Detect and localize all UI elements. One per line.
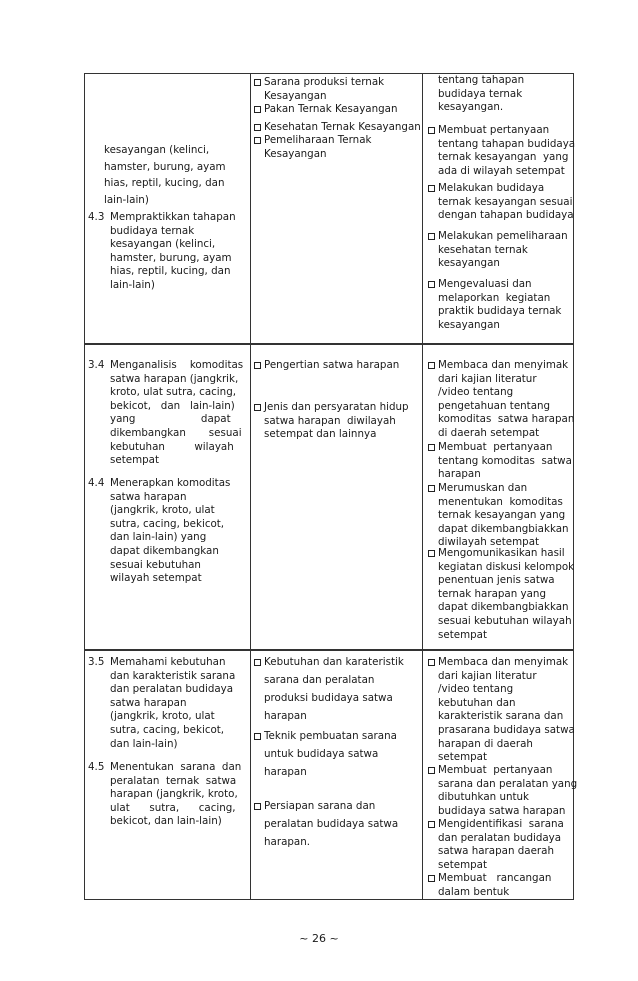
text-line: Kebutuhan dan karateristik [264,656,404,668]
text-line: dapat dikembangbiakkan [438,601,569,614]
square-bullet-icon [254,137,261,144]
text-line: Persiapan sarana dan [264,800,376,812]
text-line: hamster, burung, ayam [104,160,226,173]
text-line: Membuat rancangan [438,872,552,884]
text-line: Kesayangan [264,89,327,102]
square-bullet-icon [428,444,435,451]
text-line: budidaya satwa harapan [438,804,566,817]
text-line: dan karakteristik sarana [110,669,236,682]
text-line: produksi budidaya satwa [264,692,393,704]
text-line: dan lain-lain) [110,737,178,750]
text-line: sesuai kebutuhan wilayah [438,615,572,627]
text-line: sutra, cacing, bekicot, [110,724,225,736]
square-bullet-icon [428,485,435,492]
text-line: /video tentang [438,386,514,399]
text-line: Membuat pertanyaan [438,441,553,453]
text-line: untuk budidaya satwa [264,748,379,760]
text-line: wilayah setempat [110,572,202,585]
text-line: harapan [438,468,481,481]
text-line: setempat [438,628,487,641]
text-line: sutra, cacing, bekicot, [110,517,225,530]
text-line: Menentukan sarana dan [110,761,242,773]
square-bullet-icon [254,124,261,131]
text-line: melaporkan kegiatan [438,291,551,304]
square-bullet-icon [254,659,261,666]
text-line: yang dapat [110,413,231,426]
text-line: harapan di daerah [438,737,533,750]
text-line: Pengertian satwa harapan [264,359,400,371]
text-line: dapat dikembangkan [110,545,219,557]
text-line: ulat sutra, cacing, [110,801,236,814]
text-line: harapan. [264,836,311,848]
text-line: budidaya ternak [438,87,523,100]
text-line: sarana dan peralatan [264,674,375,686]
text-line: lain-lain) [110,279,155,291]
text-line: dalam bentuk [438,885,510,898]
text-line: dari kajian literatur [438,372,537,385]
text-line: hamster, burung, ayam [110,251,232,264]
text-line: setempat [438,858,487,871]
text-line: dari kajian literatur [438,669,537,682]
text-line: Kesehatan Ternak Kesayangan [264,121,421,133]
text-line: (jangkrik, kroto, ulat [110,710,215,723]
text-line: setempat [110,454,159,467]
text-line: setempat [438,751,487,764]
square-bullet-icon [254,733,261,740]
page-number: ~ 26 ~ [299,932,339,945]
text-line: peralatan budidaya satwa [264,818,399,830]
text-line: dan lain-lain) yang [110,531,207,544]
text-line: Menerapkan komoditas [110,477,231,489]
text-line: pengetahuan tentang [438,399,551,412]
text-line: ternak kesayangan yang [438,509,566,522]
text-line: harapan [264,766,307,778]
text-line: satwa harapan [110,490,187,503]
text-line: Jenis dan persyaratan hidup [264,401,409,413]
text-line: kesayangan [438,257,500,270]
text-line: tentang tahapan budidaya [438,137,576,150]
text-line: lain-lain) [104,193,149,206]
text-line: dan peralatan budidaya [110,683,234,696]
text-line: tentang tahapan [438,74,525,86]
text-line: kegiatan diskusi kelompok [438,560,575,573]
text-line: menentukan komoditas [438,495,563,508]
text-line: satwa harapan [110,696,187,709]
text-line: kesayangan (kelinci, [110,238,216,251]
text-line: Melakukan pemeliharaan [438,230,568,242]
text-line: kesayangan (kelinci, [104,144,210,156]
text-line: diwilayah setempat [438,536,540,549]
text-line: setempat dan lainnya [264,428,377,441]
text-line: dapat dikembangbiakkan [438,522,569,535]
text-line: bekicot, dan lain-lain) [110,399,235,412]
square-bullet-icon [428,185,435,192]
text-line: kebutuhan wilayah [110,440,234,453]
text-line: Teknik pembuatan sarana [264,730,397,742]
text-line: /video tentang [438,683,514,696]
text-line: Mengidentifikasi sarana [438,818,564,830]
text-line: harapan [264,710,307,722]
text-line: kesehatan ternak [438,243,528,256]
text-line: Membuat pertanyaan [438,124,550,136]
text-line: hias, reptil, kucing, dan [104,177,225,190]
text-line: (jangkrik, kroto, ulat [110,504,215,517]
text-line: Mempraktikkan tahapan [110,211,236,223]
text-line: Pemeliharaan Ternak [264,134,372,146]
text-line: dibutuhkan untuk [438,791,530,804]
square-bullet-icon [428,233,435,240]
text-line: Kesayangan [264,147,327,160]
square-bullet-icon [428,659,435,666]
square-bullet-icon [254,404,261,411]
text-line: satwa harapan daerah [438,845,554,858]
text-line: Membaca dan menyimak [438,656,569,668]
text-line: penentuan jenis satwa [438,574,555,587]
text-line: Mengomunikasikan hasil [438,547,565,559]
text-line: satwa harapan diwilayah [264,414,396,427]
text-line: tentang komoditas satwa [438,454,572,467]
square-bullet-icon [428,127,435,134]
text-line: sesuai kebutuhan [110,558,201,571]
text-line: peralatan ternak satwa [110,774,237,787]
square-bullet-icon [428,550,435,557]
text-line: komoditas satwa harapan [438,413,575,426]
text-line: 3.4 [88,359,105,371]
text-line: Menganalisis komoditas [110,359,244,371]
text-line: Membuat pertanyaan [438,764,553,776]
text-line: dan peralatan budidaya [438,831,562,844]
table-cell-materi [251,345,423,649]
text-line: Melakukan budidaya [438,182,545,194]
text-line: prasarana budidaya satwa [438,724,575,736]
text-line: 4.4 [88,477,105,489]
text-line: dengan tahapan budidaya [438,209,574,222]
text-line: sarana dan peralatan yang [438,777,578,790]
text-line: 4.3 [88,211,105,223]
square-bullet-icon [254,79,261,86]
square-bullet-icon [254,106,261,113]
text-line: karakteristik sarana dan [438,710,564,723]
text-line: ternak kesayangan sesuai [438,195,573,208]
text-line: praktik budidaya ternak [438,305,562,318]
text-line: di daerah setempat [438,427,540,439]
text-line: 4.5 [88,761,105,773]
text-line: Merumuskan dan [438,482,528,494]
text-line: bekicot, dan lain-lain) [110,815,222,828]
text-line: Pakan Ternak Kesayangan [264,103,398,115]
text-line: harapan (jangkrik, kroto, [110,788,238,801]
table-cell-kd [85,74,251,343]
text-line: Memahami kebutuhan [110,656,226,668]
text-line: ternak kesayangan yang [438,151,569,164]
text-line: 3.5 [88,656,105,668]
text-line: budidaya ternak [110,224,195,237]
text-line: Mengevaluasi dan [438,278,532,290]
square-bullet-icon [428,362,435,369]
square-bullet-icon [428,281,435,288]
square-bullet-icon [254,803,261,810]
text-line: kesayangan. [438,101,504,114]
text-line: kroto, ulat sutra, cacing, [110,386,237,399]
text-line: satwa harapan (jangkrik, [110,372,239,385]
text-line: kebutuhan dan [438,696,516,709]
square-bullet-icon [428,767,435,774]
square-bullet-icon [428,875,435,882]
text-line: ada di wilayah setempat [438,164,565,177]
text-line: ternak harapan yang [438,587,546,600]
text-line: hias, reptil, kucing, dan [110,265,231,278]
square-bullet-icon [254,362,261,369]
square-bullet-icon [428,821,435,828]
text-line: kesayangan [438,318,500,331]
text-line: Membaca dan menyimak [438,359,569,371]
text-line: Sarana produksi ternak [264,76,385,88]
text-line: dikembangkan sesuai [110,427,242,439]
